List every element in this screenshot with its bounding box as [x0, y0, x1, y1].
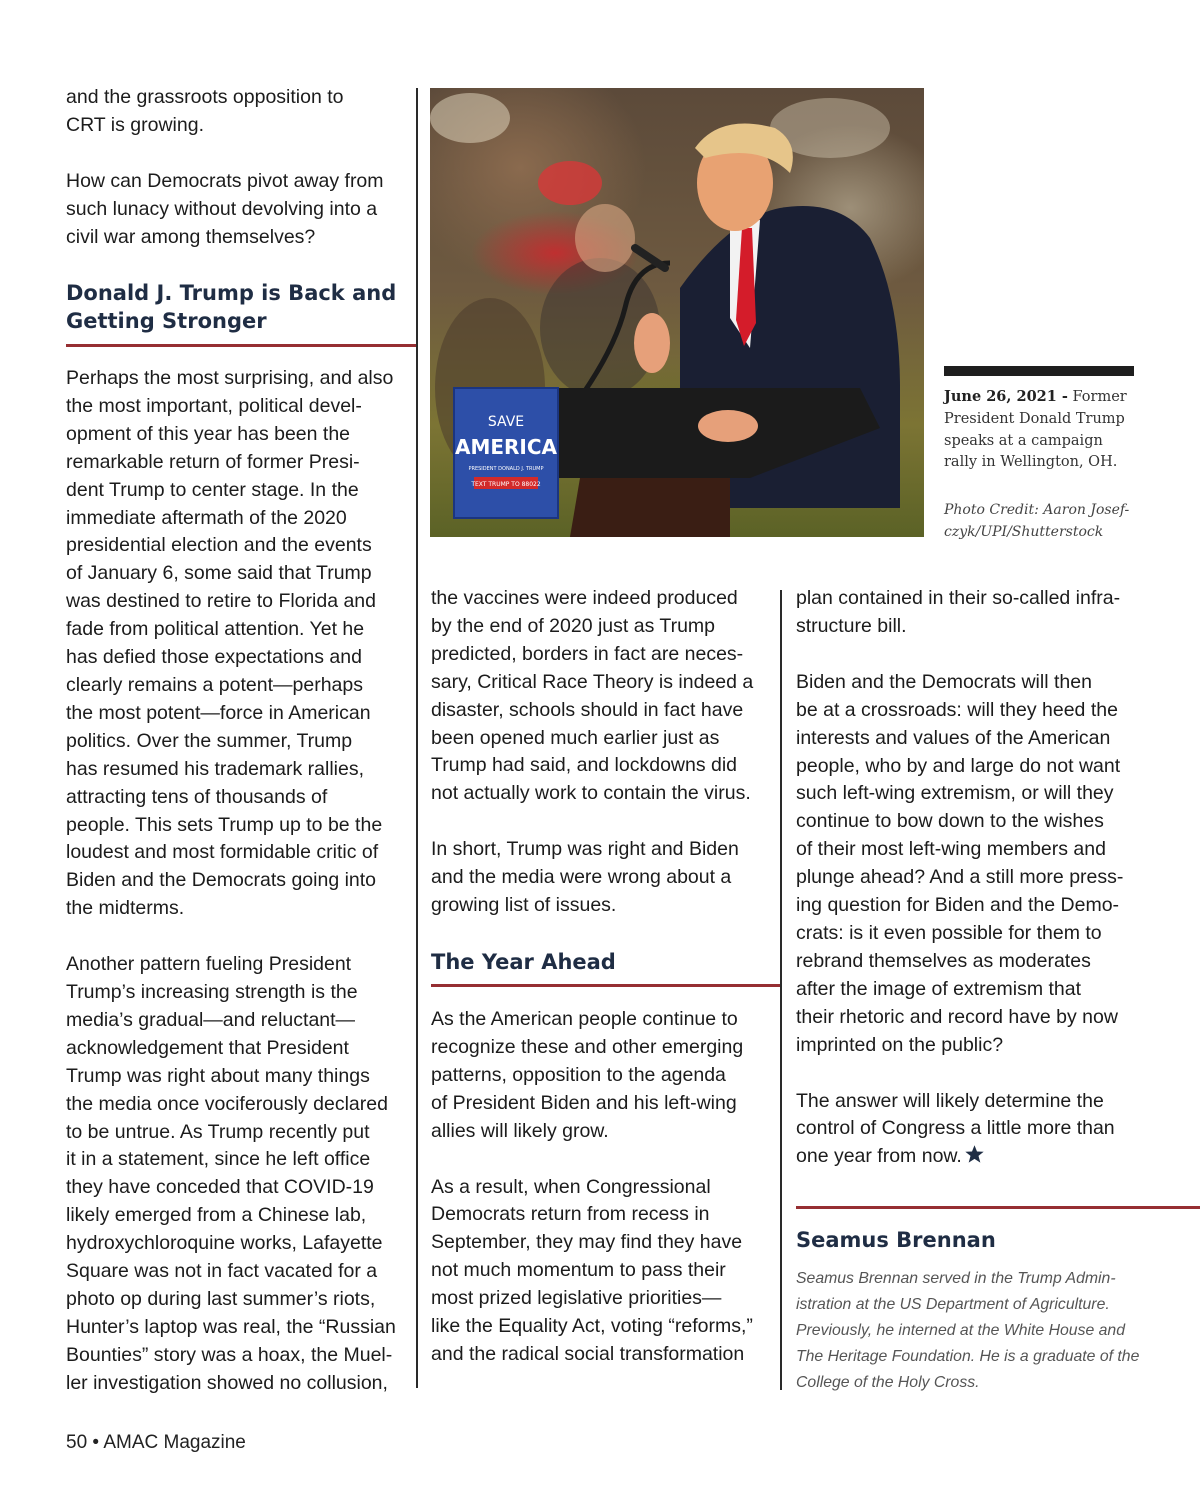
paragraph: How can Democrats pivot away from such lunacy without devolving into a civil war among themselves?	[66, 169, 384, 248]
author-name: Seamus Brennan	[796, 1228, 996, 1252]
bio-rule	[796, 1206, 1200, 1209]
paragraph: In short, Trump was right and Biden and the media were wrong about a growing list of issues.	[431, 838, 739, 917]
sign-text-code: TEXT TRUMP TO 88022	[471, 481, 541, 488]
author-bio	[796, 1226, 1141, 1396]
section-heading: Donald J. Trump is Back and Getting Stronger	[66, 281, 397, 333]
paragraph: Perhaps the most surprising, and also the most important, political devel- opment of this year has been the remarkable return of former Presi- dent Trump to center stage. In the immediate aftermath of the 2020 presidential election and the events of January 6, some said that Trump was destined to retire to Florida and fade from political attention. Yet he has defied those expectations and clearly remains a potent—perhaps the most potent—force in American politics. Over the summer, Trump has resumed his trademark rallies, attracting tens of thousands of people. This sets Trump up to be the loudest and most formidable critic of Biden and the Democrats going into the midterms.	[66, 367, 394, 920]
rally-photo	[430, 88, 924, 537]
author-description: Seamus Brennan served in the Trump Admin- istration at the US Department of Agriculture. Previously, he interned at the White House and The Heritage Foundation. He is a graduate of the College of the Holy Cross.	[796, 1270, 1140, 1391]
paragraph: Biden and the Democrats will then be at a crossroads: will they heed the interests and values of the American people, who by and large do not want such left-wing extremism, or will they continue to bow down to the wishes of their most left-wing members and plunge ahead? And a still more press- ing question for Biden and the Demo- crats: is it even possible for them to rebrand themselves as moderates after the image of extremism that their rhetoric and record have by now imprinted on the public?	[796, 670, 1124, 1056]
paragraph: Another pattern fueling President Trump’s increasing strength is the media’s gradual—and reluctant— acknowledgement that President Trump was right about many things the media once vociferously declared to be untrue. As Trump recently put it in a statement, since he left office they have conceded that COVID-19 likely emerged from a Chinese lab, hydroxychloroquine works, Lafayette Square was not in fact vacated for a photo op during last summer’s riots, Hunter’s laptop was real, the “Russian Bounties” story was a hoax, the Muel- ler investigation showed no collusion,	[66, 953, 396, 1394]
sign-america: AMERICA	[454, 435, 558, 459]
star-icon	[964, 1144, 985, 1164]
caption-bar	[944, 366, 1134, 376]
heading-rule	[431, 984, 780, 987]
paragraph: As the American people continue to recognize these and other emerging patterns, opposition to the agenda of President Biden and his left-wing allies will likely grow.	[431, 1008, 744, 1142]
column-3	[796, 585, 1130, 1171]
paragraph: and the grassroots opposition to CRT is growing.	[66, 86, 344, 136]
magazine-name: AMAC Magazine	[103, 1432, 246, 1453]
section-heading: The Year Ahead	[431, 950, 616, 974]
column-2-body	[431, 1006, 764, 1369]
column-1	[66, 84, 400, 252]
photo-credit: Photo Credit: Aaron Josef- czyk/UPI/Shutterstock	[944, 502, 1130, 540]
paragraph: The answer will likely determine the control of Congress a little more than one year from now.	[796, 1089, 1115, 1168]
column-2	[431, 585, 764, 920]
column-divider	[780, 590, 782, 1390]
paragraph: the vaccines were indeed produced by the end of 2020 just as Trump predicted, borders in fact are neces- sary, Critical Race Theory is indeed a disaster, schools should in fact have been opened much earlier just as Trump had said, and lockdowns did not actually work to contain the virus.	[431, 587, 754, 805]
caption-date: June 26, 2021 -	[944, 388, 1068, 405]
page-number: 50	[66, 1432, 88, 1453]
sign-save: SAVE	[487, 414, 525, 430]
column-1-body	[66, 365, 400, 1398]
paragraph: plan contained in their so-called infra- structure bill.	[796, 587, 1121, 637]
sign-president: PRESIDENT DONALD J. TRUMP	[468, 466, 544, 472]
photo-caption: June 26, 2021 - Former President Donald Trump speaks at a campaign rally in Wellington, OH.	[944, 388, 1127, 471]
heading-rule	[66, 344, 416, 347]
footer-separator: •	[92, 1432, 100, 1453]
trump-at-podium-illustration	[430, 88, 924, 537]
column-divider	[416, 88, 418, 1388]
page-footer	[66, 1432, 246, 1454]
paragraph: As a result, when Congressional Democrats return from recess in September, they may find they have not much momentum to pass their most prized legislative priorities— like the Equality Act, voting “reforms,” and the radical social transformation	[431, 1175, 753, 1365]
